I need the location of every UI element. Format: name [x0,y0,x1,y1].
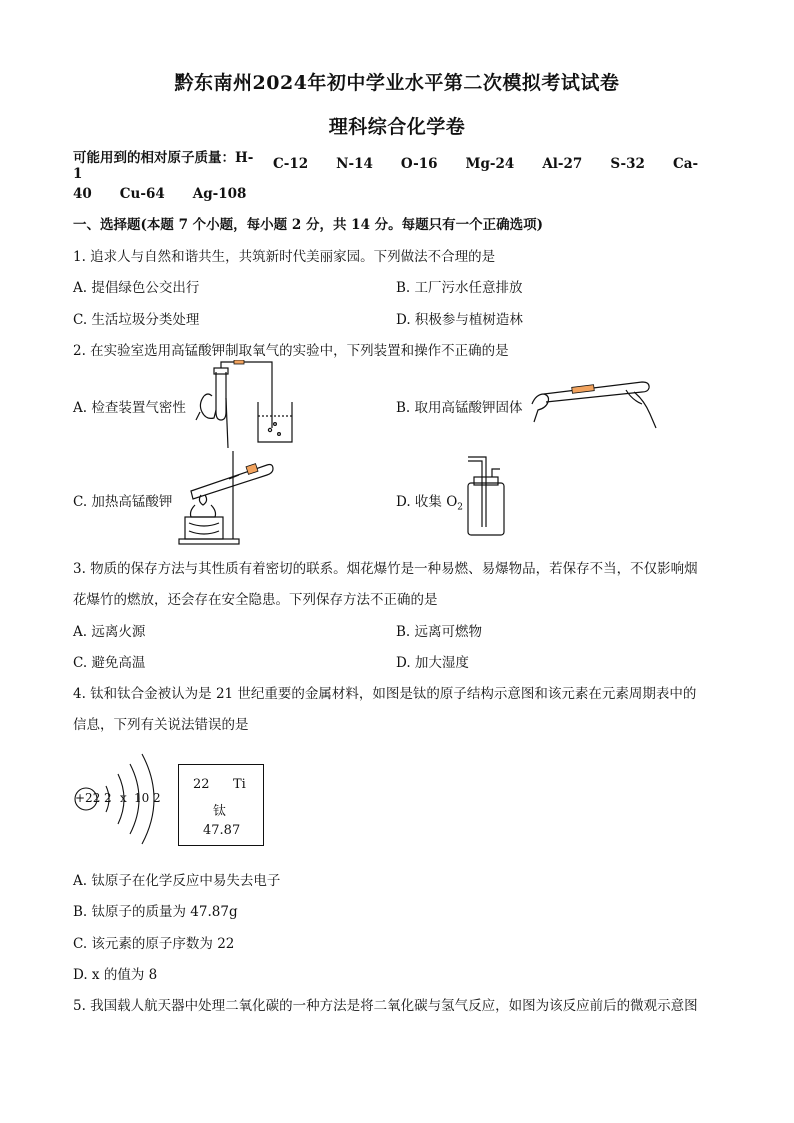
heating-figure [175,445,285,545]
atomic-mass-item: Ca- [672,156,699,172]
nucleus-charge: +22 [75,791,101,805]
q3-option-b: B. 远离可燃物 [396,624,483,640]
shell-electrons: 2 [153,791,161,805]
titanium-atom-structure-diagram [72,750,172,845]
atomic-mass-item: Cu-64 [119,186,165,202]
atomic-mass-item: 40 [73,186,92,202]
exam-subtitle: 理科综合化学卷 [328,116,466,138]
question-5-stem: 5. 我国载人航天器中处理二氧化碳的一种方法是将二氧化碳与氢气反应，如图为该反应前后的微观示意图 [73,998,698,1014]
question-4-stem-line-1: 4. 钛和钛合金被认为是 21 世纪重要的金属材料，如图是钛的原子结构示意图和该元素在元素周期表中的 [73,686,697,702]
q3-option-c: C. 避免高温 [73,655,146,671]
atomic-mass-item: C-12 [273,156,309,172]
atomic-mass-item: S-32 [610,156,645,172]
atomic-mass-list [73,150,723,208]
question-1-stem: 1. 追求人与自然和谐共生，共筑新时代美丽家园。下列做法不合理的是 [73,249,496,265]
q1-option-a: A. 提倡绿色公交出行 [73,280,200,296]
gas-collection-bottle-figure [462,455,512,539]
relative-atomic-mass: 47.87 [203,823,241,838]
atomic-mass-item: Ag-108 [192,186,247,202]
atomic-mass-lead: 可能用到的相对原子质量：H-1 [73,150,254,182]
question-3-stem-line-2: 花爆竹的燃放，还会存在安全隐患。下列保存方法不正确的是 [73,592,438,608]
q1-option-d: D. 积极参与植树造林 [396,312,523,328]
atomic-mass-item: Al-27 [542,156,583,172]
q4-option-c: C. 该元素的原子序数为 22 [73,936,235,952]
q2-option-a: A. 检查装置气密性 [73,400,186,416]
shell-electrons: 2 [104,791,112,805]
section-heading: 一、选择题(本题 7 个小题，每小题 2 分，共 14 分。每题只有一个正确选项) [73,217,544,233]
q4-option-b: B. 钛原子的质量为 47.87g [73,904,238,920]
q1-option-b: B. 工厂污水任意排放 [396,280,523,296]
q2-option-d-subscript: 2 [457,502,464,513]
q1-option-c: C. 生活垃圾分类处理 [73,312,200,328]
q3-option-d: D. 加大湿度 [396,655,469,671]
question-4-stem-line-2: 信息，下列有关说法错误的是 [73,717,249,733]
question-3-stem-line-1: 3. 物质的保存方法与其性质有着密切的联系。烟花爆竹是一种易燃、易爆物品，若保存不当，不仅影响烟 [73,561,698,577]
element-symbol: Ti [233,777,246,792]
q2-option-d [396,490,463,513]
q4-option-d: D. x 的值为 8 [73,967,158,983]
take-solid-figure [530,370,660,434]
atomic-mass-item: N-14 [336,156,373,172]
q4-option-a: A. 钛原子在化学反应中易失去电子 [73,873,281,889]
atomic-mass-item: Mg-24 [465,156,515,172]
airtightness-check-figure [190,360,310,450]
q2-option-b: B. 取用高锰酸钾固体 [396,400,523,416]
shell-electrons: x [120,791,127,805]
q3-option-a: A. 远离火源 [73,624,146,640]
question-2-stem: 2. 在实验室选用高锰酸钾制取氧气的实验中，下列装置和操作不正确的是 [73,343,509,359]
atomic-number: 22 [193,777,210,792]
q2-option-c: C. 加热高锰酸钾 [73,494,173,510]
periodic-table-cell [178,764,264,846]
q2-option-d-text: D. 收集 O [396,494,458,510]
exam-title: 黔东南州2024年初中学业水平第二次模拟考试试卷 [174,72,620,94]
element-name: 钛 [213,804,227,819]
atomic-mass-item: O-16 [400,156,438,172]
shell-electrons: 10 [134,791,150,805]
